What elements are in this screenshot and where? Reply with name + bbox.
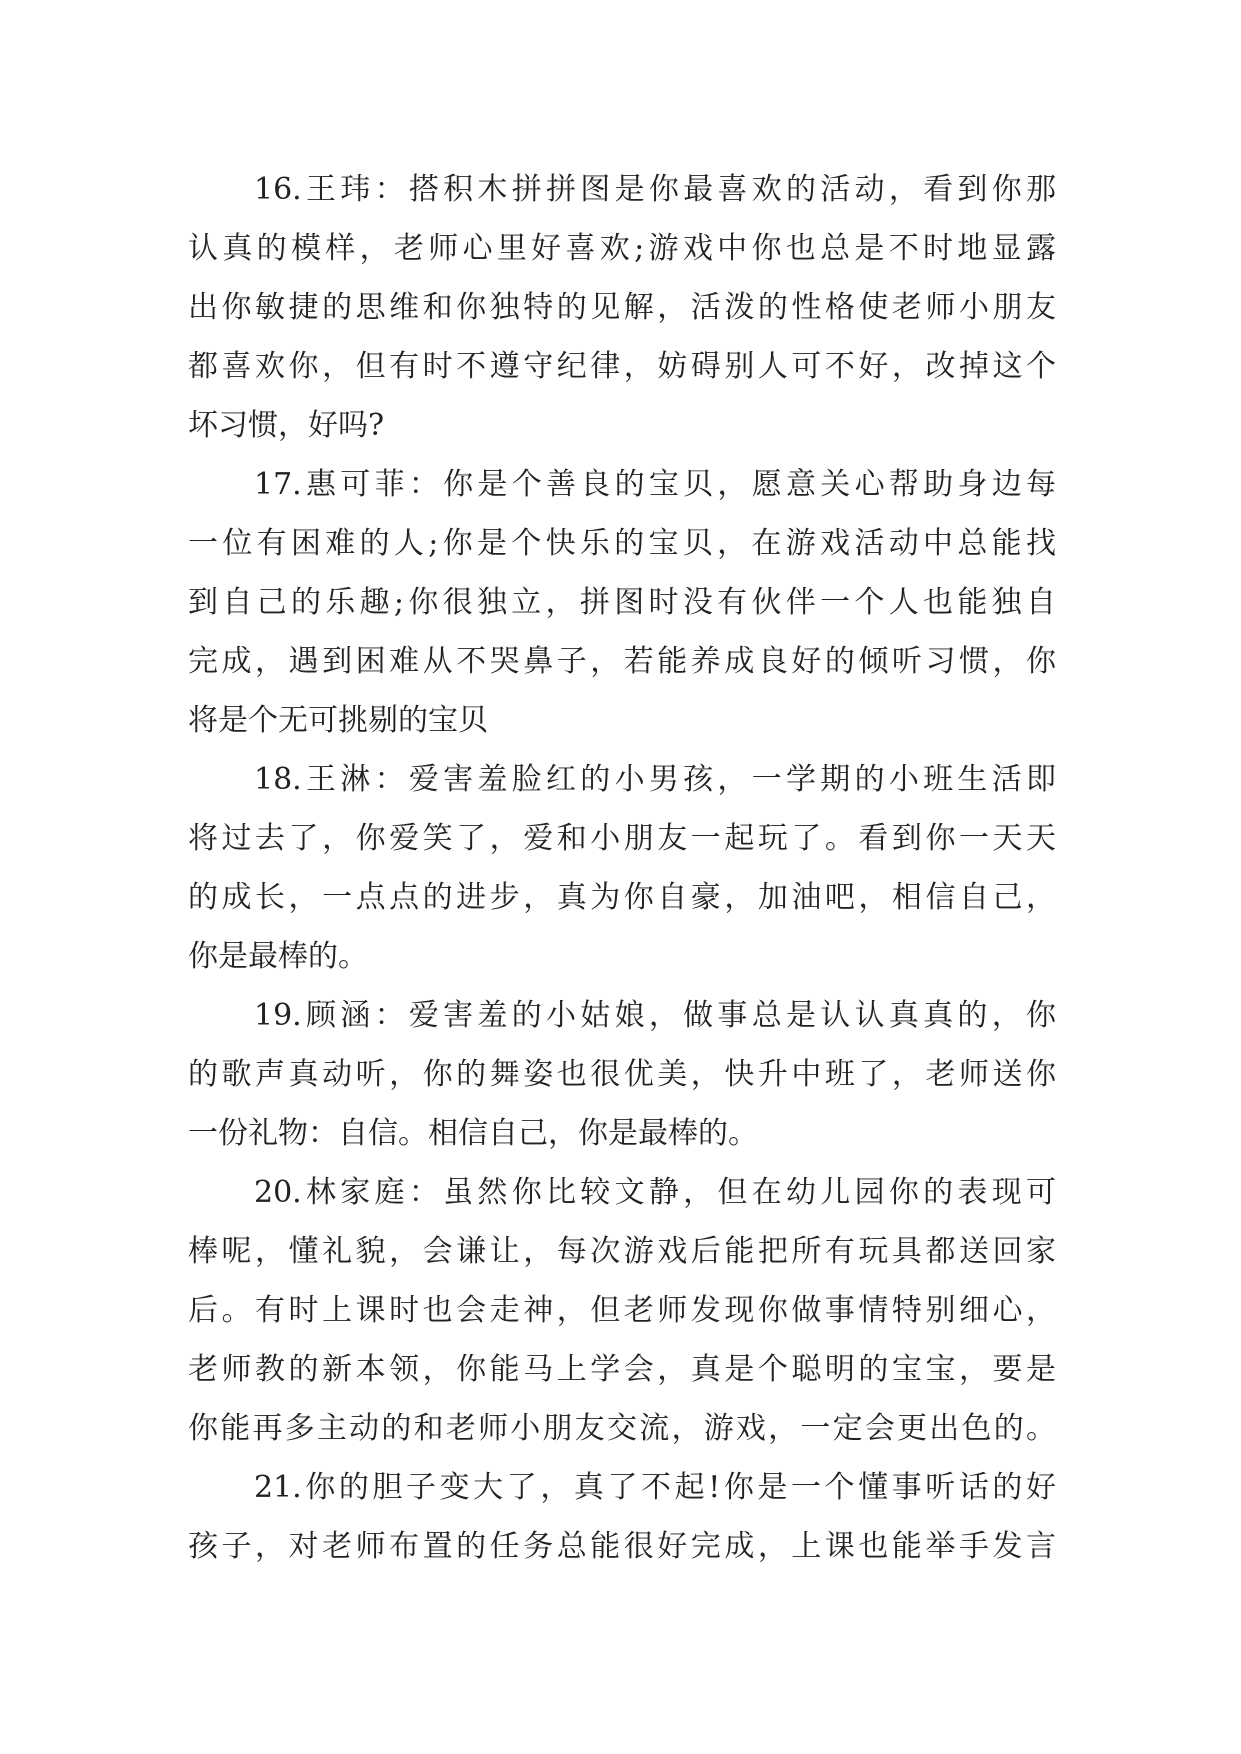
paragraph-19 — [188, 986, 1056, 1163]
paragraph-line: 棒呢，懂礼貌，会谦让，每次游戏后能把所有玩具都送回家 — [188, 1234, 1056, 1269]
paragraph-line: 老师教的新本领，你能马上学会，真是个聪明的宝宝，要是 — [188, 1352, 1056, 1387]
paragraph-line: 到自己的乐趣;你很独立，拼图时没有伙伴一个人也能独自 — [188, 585, 1056, 620]
paragraph-line: 后。有时上课时也会走神，但老师发现你做事情特别细心， — [188, 1293, 1056, 1328]
paragraph-line: 21.你的胆子变大了，真了不起!你是一个懂事听话的好 — [254, 1470, 1056, 1505]
paragraph-line: 出你敏捷的思维和你独特的见解，活泼的性格使老师小朋友 — [188, 290, 1056, 325]
paragraph-line: 19.顾涵：爱害羞的小姑娘，做事总是认认真真的，你 — [254, 998, 1056, 1033]
paragraph-line: 一位有困难的人;你是个快乐的宝贝，在游戏活动中总能找 — [188, 526, 1056, 561]
paragraph-line: 完成，遇到困难从不哭鼻子，若能养成良好的倾听习惯，你 — [188, 644, 1056, 679]
paragraph-line: 20.林家庭：虽然你比较文静，但在幼儿园你的表现可 — [254, 1175, 1056, 1210]
paragraph-line: 一份礼物：自信。相信自己，你是最棒的。 — [188, 1116, 758, 1151]
paragraph-line: 17.惠可菲：你是个善良的宝贝，愿意关心帮助身边每 — [254, 467, 1056, 502]
paragraph-line: 的成长，一点点的进步，真为你自豪，加油吧，相信自己， — [188, 880, 1056, 915]
paragraph-line: 的歌声真动听，你的舞姿也很优美，快升中班了，老师送你 — [188, 1057, 1056, 1092]
paragraph-line: 16.王玮：搭积木拼拼图是你最喜欢的活动，看到你那 — [254, 172, 1056, 207]
paragraph-line: 坏习惯，好吗? — [188, 408, 385, 443]
paragraph-21 — [188, 1458, 1056, 1576]
paragraph-line: 认真的模样，老师心里好喜欢;游戏中你也总是不时地显露 — [188, 231, 1056, 266]
paragraph-line: 18.王淋：爱害羞脸红的小男孩，一学期的小班生活即 — [254, 762, 1056, 797]
paragraph-line: 你能再多主动的和老师小朋友交流，游戏，一定会更出色的。 — [188, 1411, 1056, 1446]
paragraph-line: 将是个无可挑剔的宝贝 — [188, 703, 488, 738]
paragraph-18 — [188, 750, 1056, 986]
document-body — [188, 160, 1056, 1576]
paragraph-17 — [188, 455, 1056, 750]
paragraph-line: 孩子，对老师布置的任务总能很好完成，上课也能举手发言 — [188, 1529, 1056, 1564]
paragraph-line: 你是最棒的。 — [188, 939, 368, 974]
paragraph-line: 都喜欢你，但有时不遵守纪律，妨碍别人可不好，改掉这个 — [188, 349, 1056, 384]
paragraph-line: 将过去了，你爱笑了，爱和小朋友一起玩了。看到你一天天 — [188, 821, 1056, 856]
paragraph-16 — [188, 160, 1056, 455]
paragraph-20 — [188, 1163, 1056, 1458]
